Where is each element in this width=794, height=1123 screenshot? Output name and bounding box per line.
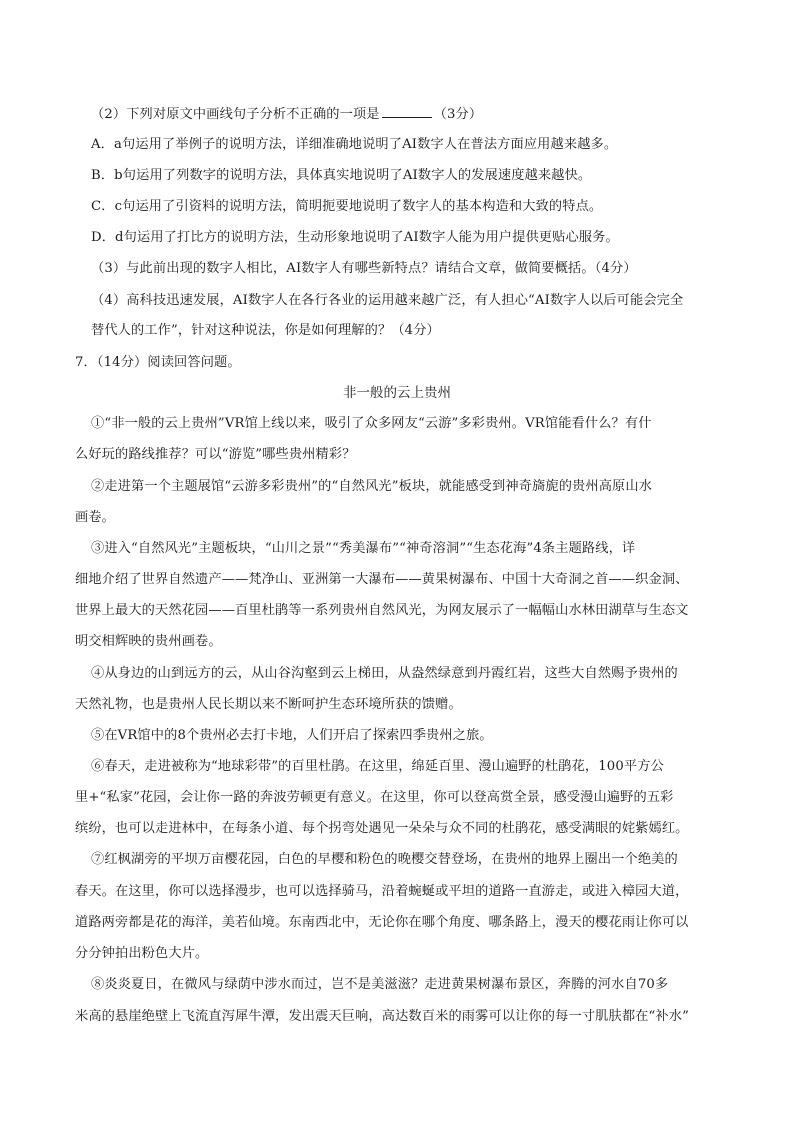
passage-line: 画卷。 (75, 510, 116, 525)
question-3: （3）与此前出现的数字人相比，AI数字人有哪些新特点？请结合文章，做简要概括。（4分） (91, 261, 637, 276)
passage-line: 缤纷，也可以走进林中，在每条小道、每个拐弯处遇见一朵朵与众不同的杜鹃花，感受满眼的姹紫嫣红。 (75, 821, 689, 836)
passage-line: 细地介绍了世界自然遗产——梵净山、亚洲第一大瀑布——黄果树瀑布、中国十大奇洞之首——织金洞、 (75, 572, 689, 587)
passage-line: ⑦红枫湖旁的平坝万亩樱花园，白色的早樱和粉色的晚樱交替登场，在贵州的地界上圈出一个绝美的 (91, 852, 678, 867)
passage-line: 明交相辉映的贵州画卷。 (75, 634, 222, 649)
passage-line: 分分钟拍出粉色大片。 (75, 946, 209, 961)
passage-line: 里+“私家”花园，会让你一路的奔波劳顿更有意义。在这里，你可以登高赏全景，感受漫山遍野的五彩 (75, 790, 674, 805)
passage-line: 么好玩的路线推荐？可以“游览”哪些贵州精彩？ (75, 447, 356, 462)
passage-line: ⑧炎炎夏日，在微风与绿荫中涉水而过，岂不是美滋滋？走进黄果树瀑布景区，奔腾的河水自70多 (91, 977, 669, 992)
question-7-heading: 7．（14分）阅读回答问题。 (75, 355, 241, 370)
option-a: A．a句运用了举例子的说明方法，详细准确地说明了AI数字人在普法方面应用越来越多。 (91, 137, 618, 152)
question-2-stem (91, 105, 482, 124)
question-4-line-2: 替代人的工作”，针对这种说法，你是如何理解的？（4分） (91, 323, 440, 338)
option-c: C．c句运用了引资料的说明方法，简明扼要地说明了数字人的基本构造和大致的特点。 (91, 199, 603, 214)
passage-title: 非一般的云上贵州 (343, 385, 451, 401)
passage-line: ⑤在VR馆中的8个贵州必去打卡地，人们开启了探索四季贵州之旅。 (91, 728, 493, 743)
option-b: B．b句运用了列数字的说明方法，具体真实地说明了AI数字人的发展速度越来越快。 (91, 168, 592, 183)
question-4-line-1: （4）高科技迅速发展，AI数字人在各行各业的运用越来越广泛，有人担心“AI数字人以后可能会完全 (91, 293, 684, 308)
passage-line: 米高的悬崖绝壁上飞流直泻犀牛潭，发出震天巨响，高达数百米的雨雾可以让你的每一寸肌肤都在“补水” (75, 1009, 689, 1024)
passage-line: 世界上最大的天然花园——百里杜鹃等一系列贵州自然风光，为网友展示了一幅幅山水林田湖草与生态文 (75, 603, 689, 618)
answer-blank (382, 105, 432, 118)
option-d: D．d句运用了打比方的说明方法，生动形象地说明了AI数字人能为用户提供更贴心服务。 (91, 230, 619, 245)
question-2-stem-text: （2）下列对原文中画线句子分析不正确的一项是 (91, 107, 380, 122)
passage-line: 道路两旁都是花的海洋，美若仙境。东南西北中，无论你在哪个角度、哪条路上，漫天的樱花雨让你可以 (75, 915, 689, 930)
passage-line: ④从身边的山到远方的云，从山谷沟壑到云上梯田，从盎然绿意到丹霞红岩，这些大自然赐予贵州的 (91, 666, 678, 681)
passage-line: ①“非一般的云上贵州”VR馆上线以来，吸引了众多网友“云游”多彩贵州。VR馆能看什么？有什 (91, 416, 652, 431)
passage-line: ③进入“自然风光”主题板块，“山川之景”“秀美瀑布”“神奇溶洞”“生态花海”4条主题路线，详 (91, 541, 636, 556)
passage-line: ②走进第一个主题展馆“云游多彩贵州”的“自然风光”板块，就能感受到神奇旖旎的贵州高原山水 (91, 479, 653, 494)
passage-line: 春天。在这里，你可以选择漫步，也可以选择骑马，沿着蜿蜒或平坦的道路一直游走，或进入樟园大道， (75, 884, 689, 899)
question-2-score: （3分） (433, 107, 483, 122)
passage-line: ⑥春天，走进被称为“地球彩带”的百里杜鹃。在这里，绵延百里、漫山遍野的杜鹃花，100平方公 (91, 759, 664, 774)
passage-line: 天然礼物，也是贵州人民长期以来不断呵护生态环境所获的馈赠。 (75, 697, 462, 712)
